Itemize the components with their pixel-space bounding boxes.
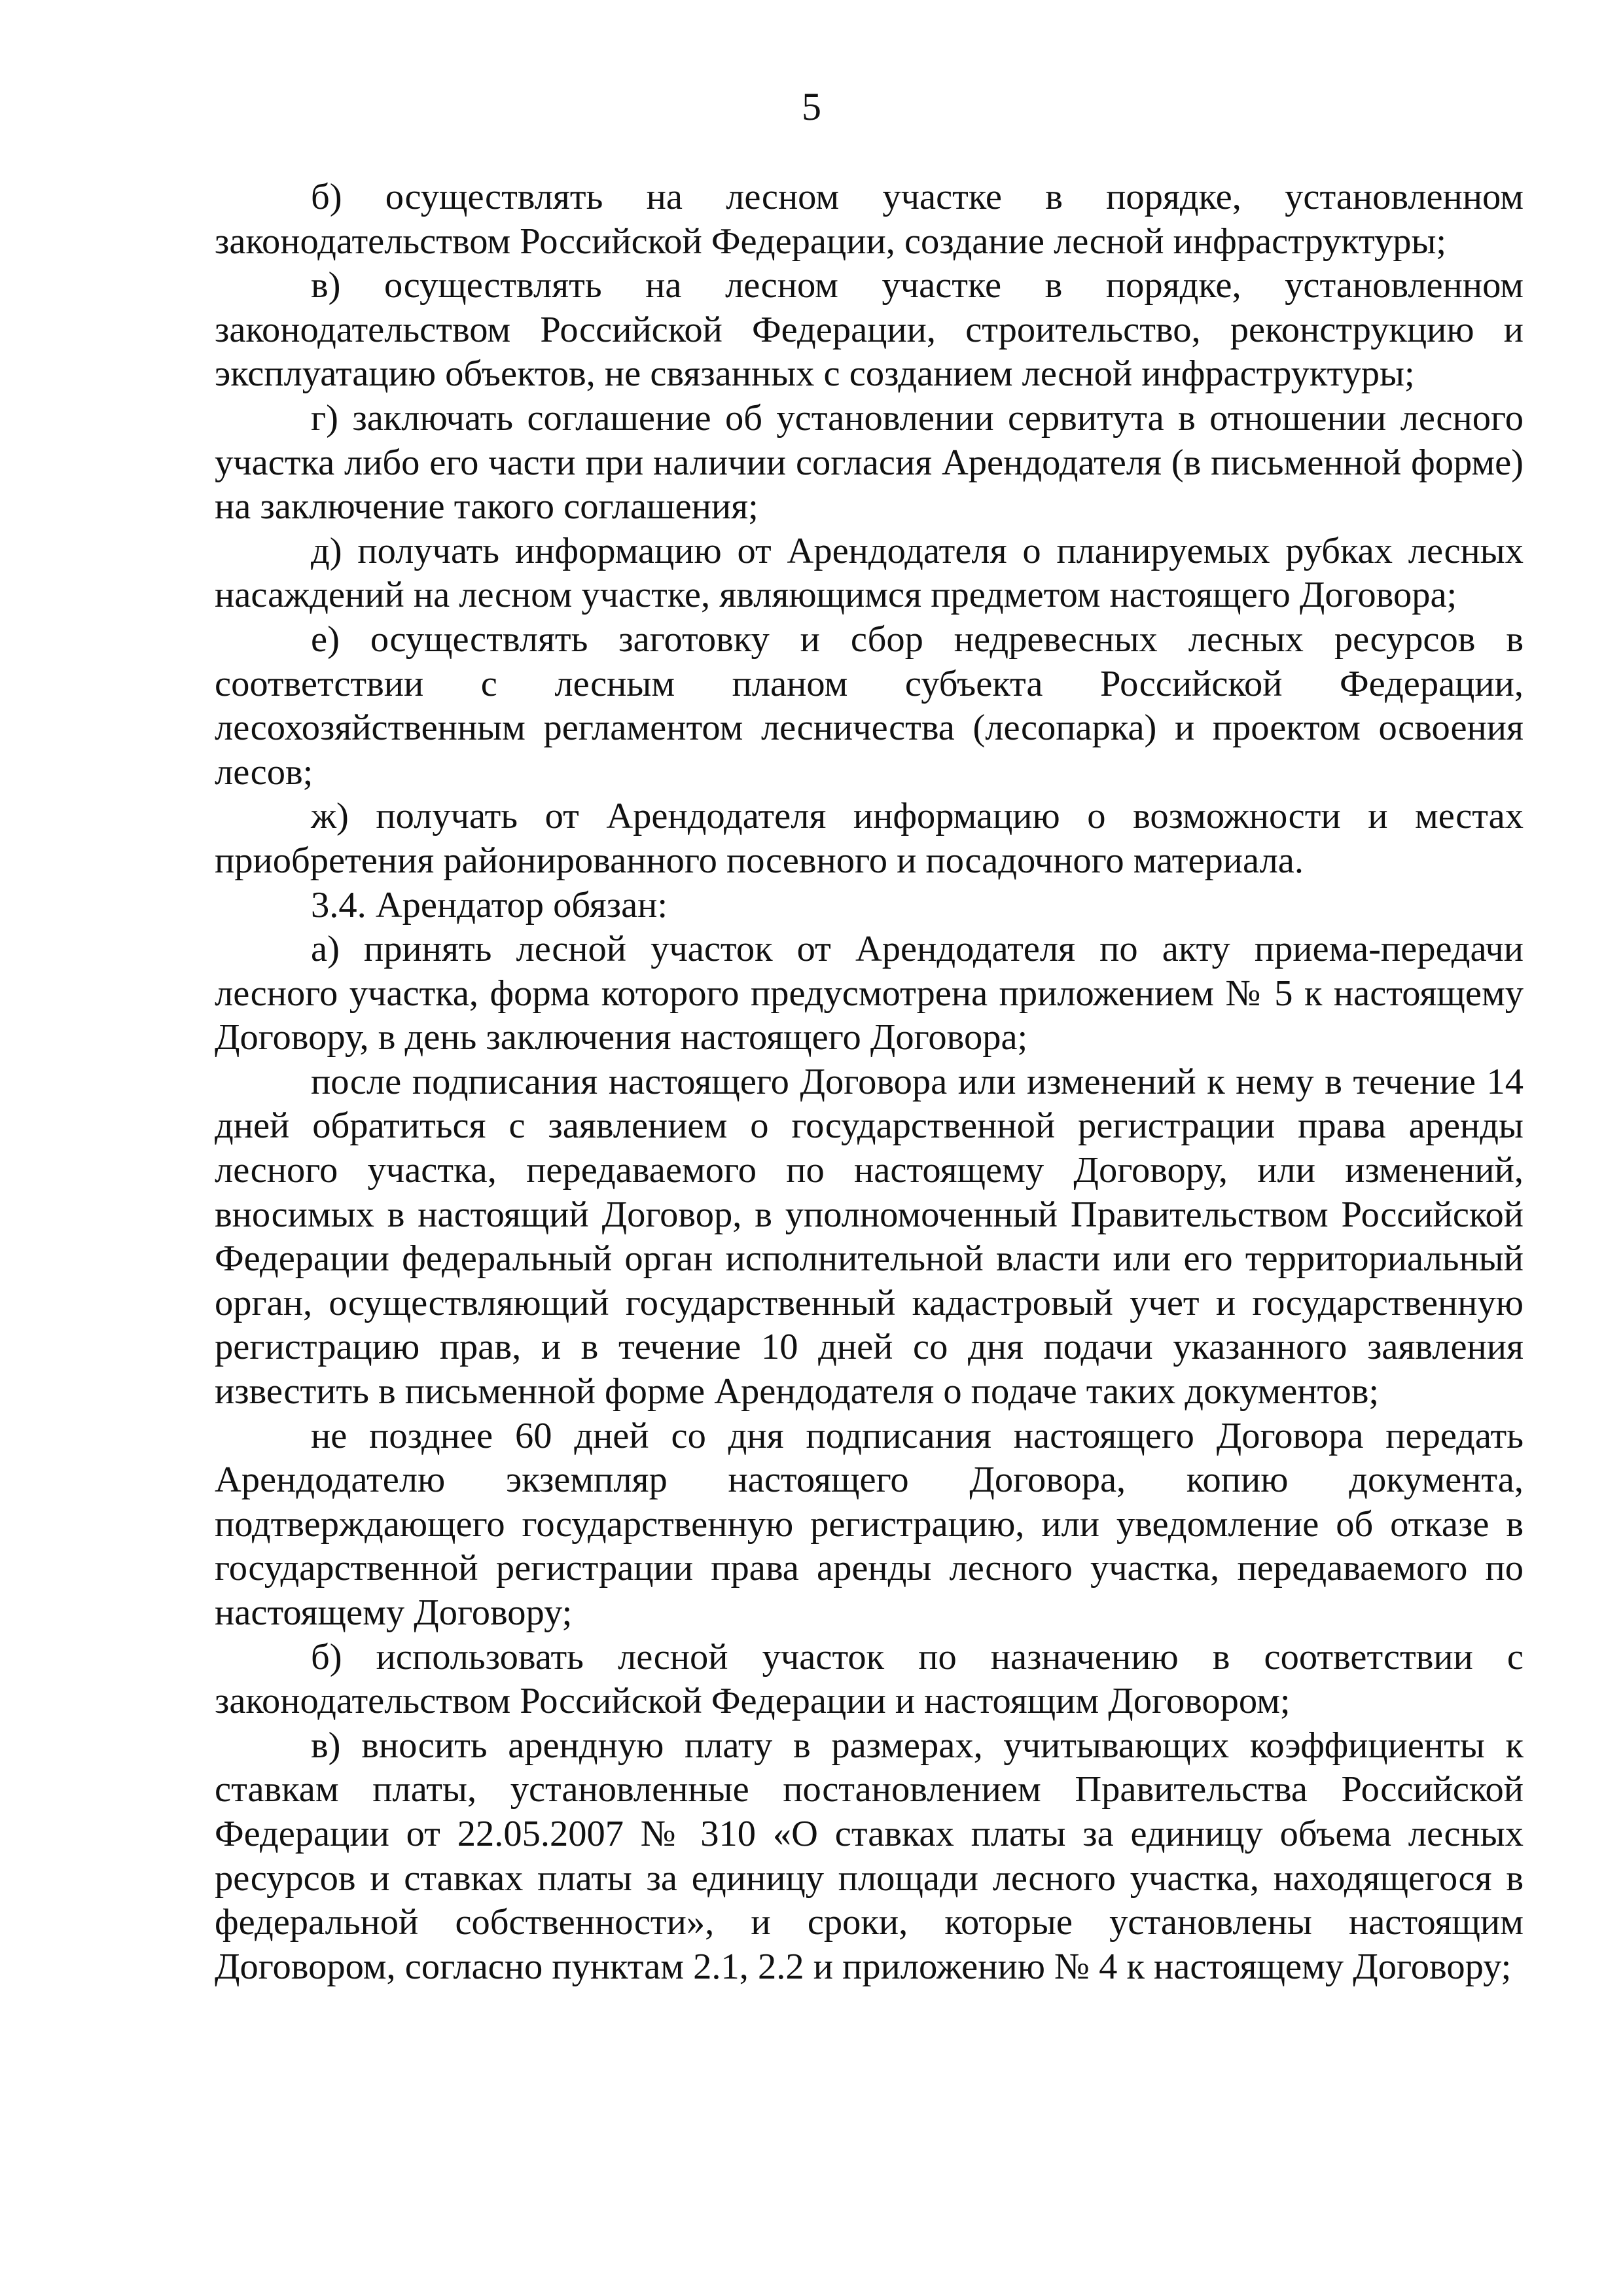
paragraph-transfer-copy: не позднее 60 дней со дня подписания настоящего Договора передать Арендодателю экземпляр настоящего Договора, копию документа, подтверждающего государственную регистрацию, или уведомление об отказе в государственной регистрации права аренды лесного участка, передаваемого по настоящему Договору;	[215, 1415, 1524, 1633]
paragraph-3-3-v: в) осуществлять на лесном участке в порядке, установленном законодательством Российской Федерации, строительство, реконструкцию и эксплуатацию объектов, не связанных с созданием лесной инфраструктуры;	[215, 265, 1524, 395]
paragraph-3-4-a: а) принять лесной участок от Арендодателя по акту приема-передачи лесного участка, форма которого предусмотрена приложением № 5 к настоящему Договору, в день заключения настоящего Договора;	[215, 929, 1524, 1058]
document-body	[215, 175, 1524, 1989]
paragraph-3-3-e: е) осуществлять заготовку и сбор недревесных лесных ресурсов в соответствии с лесным планом субъекта Российской Федерации, лесохозяйственным регламентом лесничества (лесопарка) и проектом освоения лесов;	[215, 619, 1524, 793]
page-number: 5	[802, 85, 821, 128]
section-heading-3-4: 3.4. Арендатор обязан:	[311, 884, 668, 925]
paragraph-registration: после подписания настоящего Договора или изменений к нему в течение 14 дней обратиться с заявлением о государственной регистрации права аренды лесного участка, передаваемого по настоящему Договору, или изменений, вносимых в настоящий Договор, в уполномоченный Правительством Российской Федерации федеральный орган исполнительной власти или его территориальный орган, осуществляющий государственный кадастровый учет и государственную регистрацию прав, и в течение 10 дней со дня подачи указанного заявления известить в письменной форме Арендодателя о подаче таких документов;	[215, 1061, 1524, 1412]
paragraph-3-3-g: г) заключать соглашение об установлении сервитута в отношении лесного участка либо его части при наличии согласия Арендодателя (в письменной форме) на заключение такого соглашения;	[215, 397, 1524, 528]
paragraph-3-4-b: б) использовать лесной участок по назначению в соответствии с законодательством Российской Федерации и настоящим Договором;	[215, 1636, 1524, 1722]
paragraph-3-3-zh: ж) получать от Арендодателя информацию о возможности и местах приобретения районированного посевного и посадочного материала.	[215, 796, 1524, 881]
paragraph-3-3-b: б) осуществлять на лесном участке в порядке, установленном законодательством Российской Федерации, создание лесной инфраструктуры;	[215, 177, 1524, 262]
paragraph-3-3-d: д) получать информацию от Арендодателя о планируемых рубках лесных насаждений на лесном участке, являющимся предметом настоящего Договора;	[215, 530, 1524, 616]
paragraph-3-4-v: в) вносить арендную плату в размерах, учитывающих коэффициенты к ставкам платы, установленные постановлением Правительства Российской Федерации от 22.05.2007 № 310 «О ставках платы за единицу объема лесных ресурсов и ставках платы за единицу площади лесного участка, находящегося в федеральной собственности», и сроки, которые установлены настоящим Договором, согласно пунктам 2.1, 2.2 и приложению № 4 к настоящему Договору;	[215, 1725, 1524, 1987]
